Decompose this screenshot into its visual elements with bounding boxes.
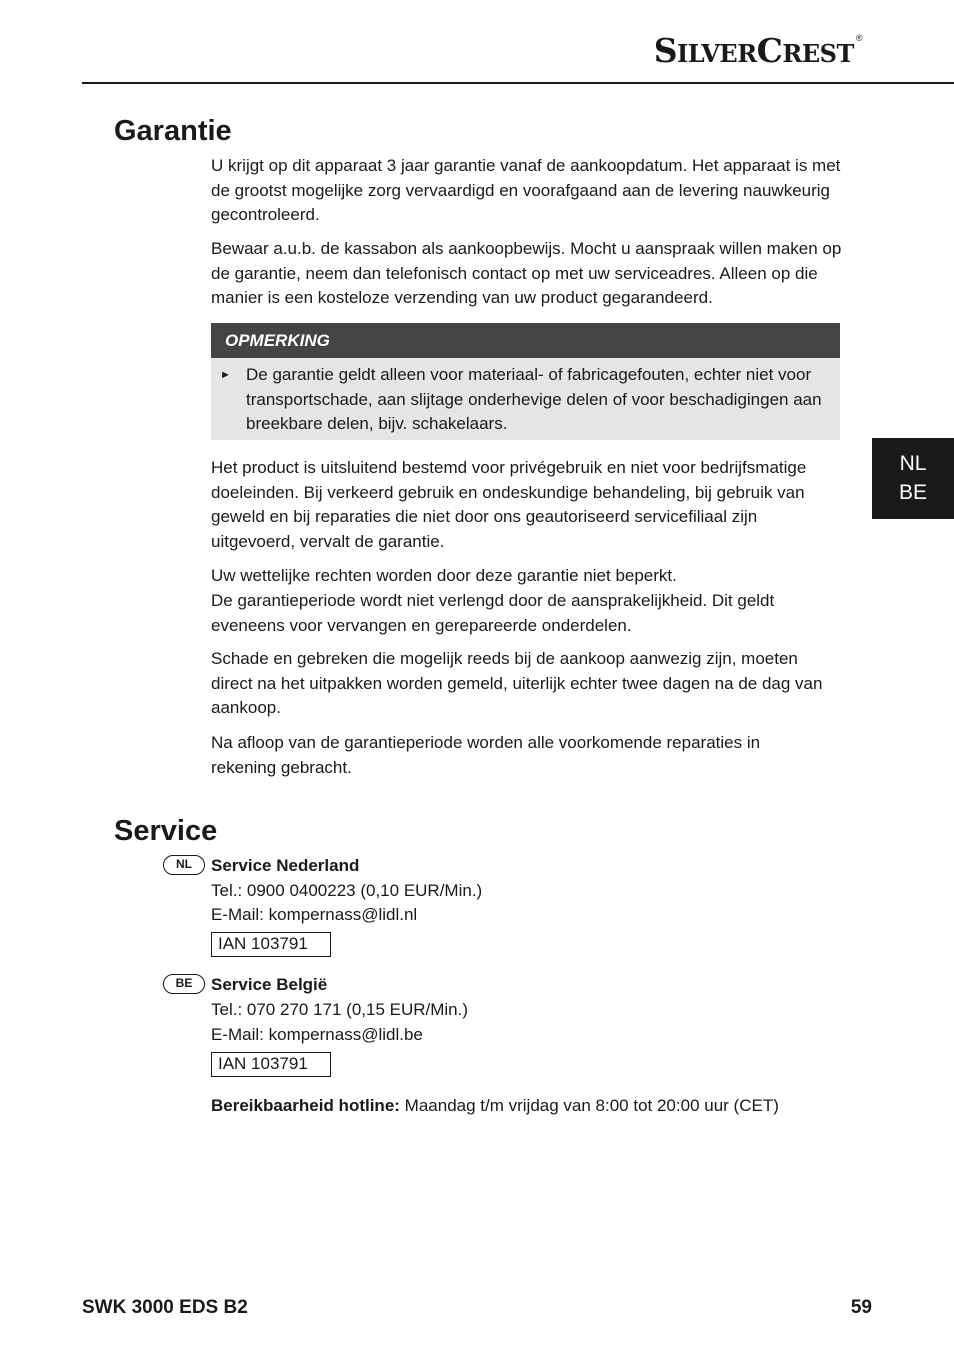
footer-model: SWK 3000 EDS B2 bbox=[82, 1297, 248, 1318]
garantie-paragraph-2: Bewaar a.u.b. de kassabon als aankoopbewijs. Mocht u aanspraak willen maken op de garantie, neem dan telefonisch contact op met uw serviceadres. Alleen op die manier is een kosteloze verzending van uw product gegarandeerd. bbox=[211, 239, 842, 308]
service-nl-ian: IAN 103791 bbox=[211, 932, 331, 957]
hotline-hours: Maandag t/m vrijdag van 8:00 tot 20:00 uur (CET) bbox=[404, 1096, 779, 1115]
garantie-paragraph-7: Na afloop van de garantieperiode worden alle voorkomende reparaties in rekening gebracht. bbox=[211, 733, 761, 777]
note-heading: OPMERKING bbox=[211, 323, 840, 358]
garantie-paragraph-1: U krijgt op dit apparaat 3 jaar garantie vanaf de aankoopdatum. Het apparaat is met de grootst mogelijke zorg vervaardigd en voorafgaand aan de levering nauwkeurig gecontroleerd. bbox=[211, 156, 841, 225]
service-be-ian: IAN 103791 bbox=[211, 1052, 331, 1077]
brand-logo: SILVERCREST® bbox=[653, 31, 862, 70]
language-tab-be: BE bbox=[898, 481, 927, 504]
hotline-info bbox=[211, 1094, 779, 1119]
bullet-arrow-icon: ► bbox=[220, 369, 231, 381]
garantie-paragraph-5: De garantieperiode wordt niet verlengd door de aansprakelijkheid. Dit geldt eveneens voor vervangen en gerepareerde onderdelen. bbox=[211, 591, 775, 635]
note-box bbox=[211, 358, 840, 440]
note-text: De garantie geldt alleen voor materiaal- of fabricagefouten, echter niet voor transportschade, aan slijtage onderhevige delen of voor beschadigingen aan breekbare delen, bijv. schakelaars. bbox=[246, 365, 822, 434]
be-country-badge: BE bbox=[163, 974, 205, 994]
language-tab bbox=[872, 438, 954, 519]
service-nl-title: Service Nederland bbox=[211, 856, 360, 875]
service-be-email: E-Mail: kompernass@lidl.be bbox=[211, 1025, 423, 1044]
service-heading: Service bbox=[114, 815, 218, 847]
garantie-paragraph-3: Het product is uitsluitend bestemd voor privégebruik en niet voor bedrijfsmatige doeleinden. Bij verkeerd gebruik en ondeskundige behandeling, bij gebruik van geweld en bij reparaties die niet door ons geautoriseerd servicefiliaal zijn uitgevoerd, vervalt de garantie. bbox=[211, 458, 807, 551]
page-number: 59 bbox=[850, 1297, 872, 1318]
nl-country-badge: NL bbox=[163, 855, 205, 875]
service-be-phone: Tel.: 070 270 171 (0,15 EUR/Min.) bbox=[211, 1000, 469, 1019]
service-be-title: Service België bbox=[211, 975, 328, 994]
service-nl-phone: Tel.: 0900 0400223 (0,10 EUR/Min.) bbox=[211, 881, 483, 900]
garantie-paragraph-6: Schade en gebreken die mogelijk reeds bij de aankoop aanwezig zijn, moeten direct na het uitpakken worden gemeld, uiterlijk echter twee dagen na de dag van aankoop. bbox=[211, 649, 823, 718]
garantie-heading: Garantie bbox=[114, 115, 232, 147]
service-nl-email: E-Mail: kompernass@lidl.nl bbox=[211, 905, 418, 924]
header-rule bbox=[82, 82, 954, 84]
hotline-label: Bereikbaarheid hotline: bbox=[211, 1096, 400, 1115]
garantie-paragraph-4: Uw wettelijke rechten worden door deze garantie niet beperkt. bbox=[211, 566, 677, 585]
language-tab-nl: NL bbox=[899, 452, 927, 475]
